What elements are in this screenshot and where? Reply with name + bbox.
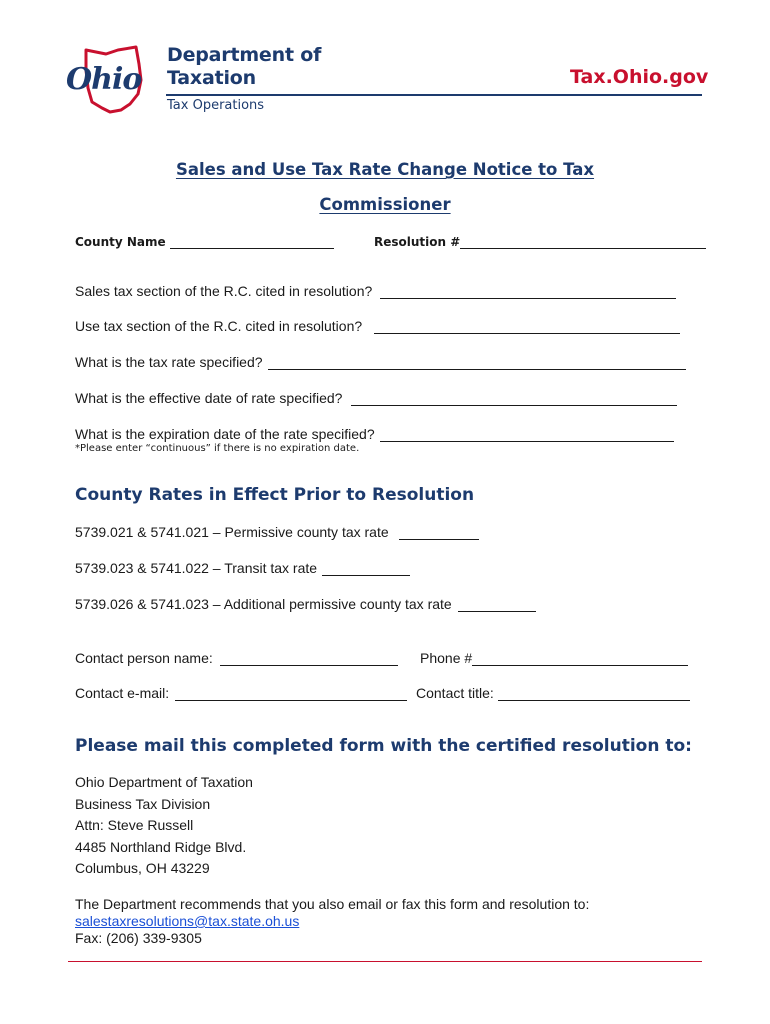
permissive-rate-label: 5739.021 & 5741.021 – Permissive county tax rate <box>75 524 389 540</box>
address-line: Ohio Department of Taxation <box>75 774 253 790</box>
recommendation-text: The Department recommends that you also email or fax this form and resolution to: <box>75 896 590 912</box>
ohio-logo <box>66 44 158 116</box>
expiration-date-row <box>75 426 674 442</box>
header-divider <box>166 94 702 96</box>
effective-date-row <box>75 390 677 406</box>
form-title-line2: Commissioner <box>319 195 451 214</box>
contact-email-field[interactable] <box>175 686 407 701</box>
contact-title-row <box>416 685 690 701</box>
sales-section-field[interactable] <box>380 284 676 299</box>
tax-rate-label: What is the tax rate specified? <box>75 354 263 370</box>
resolution-field[interactable] <box>460 234 706 249</box>
permissive-rate-row <box>75 524 479 540</box>
county-name-row <box>75 234 334 249</box>
use-section-label: Use tax section of the R.C. cited in resolution? <box>75 318 363 334</box>
effective-date-field[interactable] <box>351 391 677 406</box>
additional-rate-row <box>75 596 536 612</box>
mailing-address <box>75 772 253 880</box>
phone-field[interactable] <box>472 651 688 666</box>
resolution-row <box>374 234 706 249</box>
mailing-heading: Please mail this completed form with the certified resolution to: <box>75 736 692 756</box>
contact-person-field[interactable] <box>220 651 398 666</box>
effective-date-label: What is the effective date of rate specified? <box>75 390 343 406</box>
sales-section-label: Sales tax section of the R.C. cited in resolution? <box>75 283 373 299</box>
contact-title-label: Contact title: <box>416 685 494 701</box>
tax-rate-field[interactable] <box>268 355 686 370</box>
county-name-field[interactable] <box>170 234 334 249</box>
use-section-row <box>75 318 680 334</box>
footer-divider <box>68 961 702 962</box>
logo-wordmark: Ohio <box>66 62 142 97</box>
form-title-line1: Sales and Use Tax Rate Change Notice to Tax <box>175 160 595 179</box>
additional-rate-field[interactable] <box>458 597 536 612</box>
sales-section-row <box>75 283 676 299</box>
department-line1: Department of <box>167 44 322 66</box>
use-section-field[interactable] <box>374 319 680 334</box>
permissive-rate-field[interactable] <box>399 525 479 540</box>
address-line: 4485 Northland Ridge Blvd. <box>75 838 247 855</box>
department-name <box>167 44 321 90</box>
address-line: Columbus, OH 43229 <box>75 860 210 877</box>
contact-email-label: Contact e-mail: <box>75 685 170 701</box>
contact-person-label: Contact person name: <box>75 650 213 666</box>
resolution-label: Resolution # <box>374 235 461 249</box>
county-rates-heading: County Rates in Effect Prior to Resolution <box>75 485 475 505</box>
tax-rate-row <box>75 354 686 370</box>
phone-label: Phone # <box>420 650 473 666</box>
expiration-note: *Please enter “continuous” if there is no expiration date. <box>75 443 360 454</box>
additional-rate-label: 5739.026 & 5741.023 – Additional permissive county tax rate <box>75 596 452 612</box>
address-line: Attn: Steve Russell <box>75 817 194 834</box>
transit-rate-label: 5739.023 & 5741.022 – Transit tax rate <box>75 560 318 576</box>
county-name-label: County Name <box>75 235 166 249</box>
department-line2: Taxation <box>167 67 256 89</box>
expiration-date-field[interactable] <box>380 427 674 442</box>
fax-number: Fax: (206) 339-9305 <box>75 930 202 946</box>
division-name: Tax Operations <box>167 98 265 113</box>
email-link[interactable]: salestaxresolutions@tax.state.oh.us <box>75 913 300 929</box>
contact-email-row <box>75 685 407 701</box>
transit-rate-row <box>75 560 410 576</box>
contact-title-field[interactable] <box>498 686 690 701</box>
expiration-date-label: What is the expiration date of the rate specified? <box>75 426 375 442</box>
phone-row <box>420 650 688 666</box>
address-line: Business Tax Division <box>75 795 211 812</box>
contact-person-row <box>75 650 398 666</box>
recommendation-block <box>75 896 589 947</box>
website-link[interactable]: Tax.Ohio.gov <box>570 66 709 88</box>
transit-rate-field[interactable] <box>322 561 410 576</box>
